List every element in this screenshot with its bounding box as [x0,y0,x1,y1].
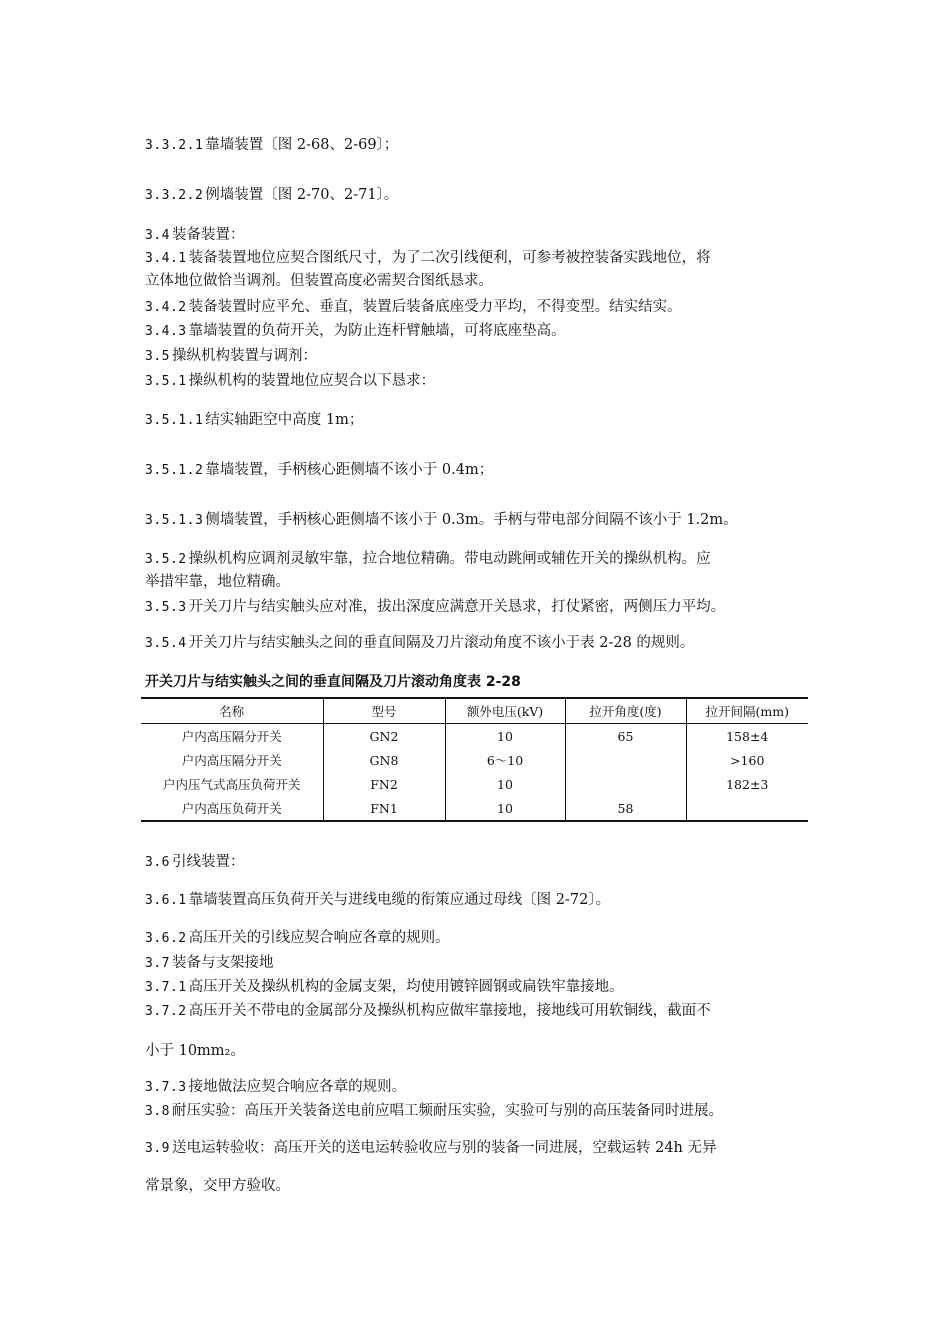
paragraph [145,184,810,207]
paragraph [145,927,810,950]
table-cell: 10 [445,724,565,749]
section-number: 3.4.2 [145,300,187,315]
column-header: 额外电压(kV) [445,698,565,724]
paragraph-text: 高压开关的引线应契合响应各章的规则。 [188,930,450,946]
table-cell [686,796,808,821]
paragraph [145,296,810,319]
table-cell: FN2 [323,772,445,796]
paragraph [145,247,810,270]
table-cell [565,748,686,772]
section-number: 3.5.1.3 [145,513,204,528]
table-header-row [141,698,808,724]
paragraph-text: 装备与支架接地 [171,955,274,971]
table-cell [565,772,686,796]
paragraph-continuation [145,1040,810,1062]
paragraph-text: 耐压实验：高压开关装备送电前应唱工频耐压实验，实验可与别的高压装备同时进展。 [171,1103,723,1119]
paragraph-text: 小于 10mm₂。 [145,1043,245,1059]
column-header: 型号 [323,698,445,724]
paragraph [145,370,810,393]
table-cell: 65 [565,724,686,749]
paragraph-text: 靠墙装置〔图 2-68、2-69〕； [205,137,399,153]
paragraph-text: 立体地位做恰当调剂。但装置高度必需契合图纸恳求。 [145,273,493,289]
table-cell: 158±4 [686,724,808,749]
paragraph-text: 装备装置地位应契合图纸尺寸，为了二次引线便利，可参考被控装备实践地位，将 [188,250,711,266]
paragraph-text: 装备装置： [171,227,245,243]
paragraph-text: 靠墙装置，手柄核心距侧墙不该小于 0.4m； [205,462,494,478]
paragraph-text: 操纵机构的装置地位应契合以下恳求： [188,373,436,389]
section-number: 3.7 [145,956,170,971]
paragraph-continuation [145,270,810,292]
paragraph-text: 操纵机构应调剂灵敏牢靠，拉合地位精确。带电动跳闸或辅佐开关的操纵机构。应 [188,551,711,567]
table-cell: 58 [565,796,686,821]
section-number: 3.7.2 [145,1004,187,1019]
paragraph-text: 侧墙装置，手柄核心距侧墙不该小于 0.3m。手柄与带电部分间隔不该小于 1.2m。 [205,512,738,528]
paragraph [145,1076,810,1099]
column-header: 名称 [141,698,323,724]
paragraph [145,889,810,912]
paragraph-continuation [145,571,810,593]
paragraph-text: 结实轴距空中高度 1m； [205,412,364,428]
paragraph-text: 例墙装置〔图 2-70、2-71〕。 [205,187,399,203]
table-cell: GN2 [323,724,445,749]
section-number: 3.7.1 [145,980,187,995]
section-number: 3.4 [145,228,170,243]
paragraph-text: 送电运转验收：高压开关的送电运转验收应与别的装备一同进展，空载运转 24h 无异 [171,1140,717,1156]
paragraph-text: 引线装置： [171,854,245,870]
section-number: 3.6 [145,855,170,870]
table-row [141,796,808,821]
paragraph-text: 装备装置时应平允、垂直，装置后装备底座受力平均，不得变型。结实结实。 [188,299,682,315]
paragraph [145,509,810,532]
section-number: 3.7.3 [145,1080,187,1095]
section-number: 3.5.1.2 [145,463,204,478]
paragraph [145,548,810,571]
table-cell: 户内高压负荷开关 [181,801,282,816]
paragraph [145,1137,810,1160]
section-number: 3.9 [145,1141,170,1156]
section-number: 3.4.1 [145,251,187,266]
table-row [141,772,808,796]
table-cell: 户内压气式高压负荷开关 [162,777,301,792]
section-number: 3.6.1 [145,893,187,908]
table-row [141,748,808,772]
table-cell: FN1 [323,796,445,821]
paragraph [145,224,810,247]
section-number: 3.6.2 [145,931,187,946]
paragraph-text: 常景象，交甲方验收。 [145,1178,290,1194]
paragraph-text: 开关刀片与结实触头应对准，拔出深度应满意开关恳求，打仗紧密，两侧压力平均。 [188,599,726,615]
paragraph [145,632,810,655]
paragraph-continuation [145,1175,810,1197]
paragraph [145,1000,810,1023]
table-cell: GN8 [323,748,445,772]
paragraph-text: 高压开关不带电的金属部分及操纵机构应做牢靠接地，接地线可用软铜线，截面不 [188,1003,711,1019]
section-number: 3.3.2.2 [145,188,204,203]
section-number: 3.8 [145,1104,170,1119]
paragraph-text: 高压开关及操纵机构的金属支架，均使用镀锌圆钢或扁铁牢靠接地。 [188,979,624,995]
table-cell: 6～10 [445,748,565,772]
paragraph-text: 靠墙装置的负荷开关，为防止连杆臂触墙，可将底座垫高。 [188,323,566,339]
section-number: 3.5 [145,349,170,364]
paragraph-text: 操纵机构装置与调剂： [171,348,317,364]
paragraph [145,320,810,343]
spec-table [141,697,808,822]
section-number: 3.5.2 [145,552,187,567]
paragraph-text: 靠墙装置高压负荷开关与进线电缆的衔策应通过母线〔图 2-72〕。 [188,892,611,908]
table-cell: 户内高压隔分开关 [181,753,282,768]
column-header: 拉开间隔(mm) [686,698,808,724]
table-cell: >160 [686,748,808,772]
section-number: 3.5.1 [145,374,187,389]
paragraph [145,459,810,482]
section-number: 3.5.1.1 [145,413,204,428]
paragraph [145,409,810,432]
table-caption: 开关刀片与结实触头之间的垂直间隔及刀片滚动角度表 2-28 [145,674,521,690]
paragraph-text: 开关刀片与结实触头之间的垂直间隔及刀片滚动角度不该小于表 2-28 的规则。 [188,635,695,651]
paragraph [145,134,810,157]
table-row [141,724,808,749]
section-number: 3.3.2.1 [145,138,204,153]
paragraph [145,345,810,368]
table-cell: 10 [445,796,565,821]
column-header: 拉开角度(度) [565,698,686,724]
paragraph [145,1100,810,1123]
section-number: 3.5.4 [145,636,187,651]
paragraph [145,596,810,619]
table-cell: 户内高压隔分开关 [181,729,282,744]
section-number: 3.5.3 [145,600,187,615]
paragraph-text: 举措牢靠，地位精确。 [145,574,290,590]
paragraph-text: 接地做法应契合响应各章的规则。 [188,1079,407,1095]
paragraph [145,952,810,975]
table-cell: 10 [445,772,565,796]
section-number: 3.4.3 [145,324,187,339]
table-cell: 182±3 [686,772,808,796]
paragraph [145,851,810,874]
paragraph [145,976,810,999]
